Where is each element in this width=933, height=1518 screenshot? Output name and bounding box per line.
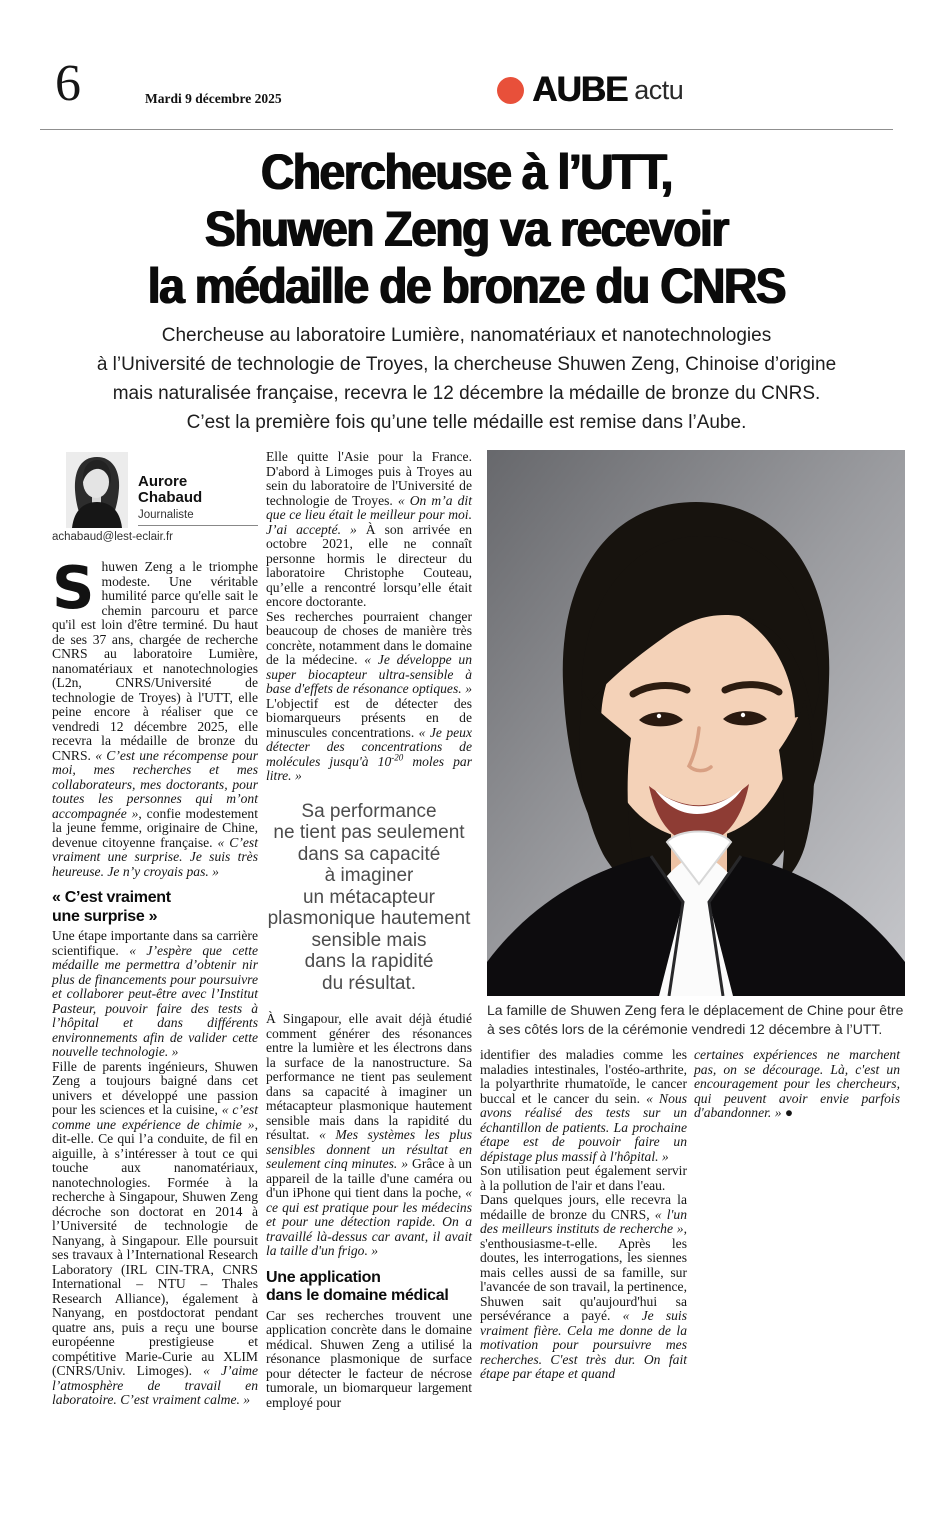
column-1-text [52,553,259,1408]
brand-name: AUBE [532,70,628,109]
header-divider [40,129,893,130]
article-column-3 [480,1048,687,1382]
drop-cap: S [52,553,95,622]
section-subhead: Une application dans le domaine médical [266,1268,449,1304]
page-date: Mardi 9 décembre 2025 [145,91,282,106]
article-column-2 [266,450,472,1410]
article-paragraph: Fille de parents ingénieurs, Shuwen Zeng a toujours baigné dans cet univers et développé une passion pour les sciences et la cuisine, « c’est comme une expérience de chimie », dit-elle. Ce qui l’a conduite, de fil en aiguille, à s’intéresser à tout ce qui touche aux nanomatériaux, nanotechnologies. Formée à la recherche à Singapour, Shuwen Zeng décroche son doctorat en 2014 à l’Université de technologie de Nanyang, à Singapour. Elle poursuit ses travaux à l’International Research Laboratory (IRL CIN-TRA, CNRS International – NTU – Thales Research Alliance), également à Nanyang, en postdoctorat pendant quatre ans, puis a reçu une bourse européenne prestigieuse et compétitive Marie-Curie au XLIM (CNRS/Univ. Limoges). « J’aime l’atmosphère de travail en laboratoire. C’est vraiment calme. » [52,1058,259,1407]
article-paragraph: identifier des maladies comme les maladies intestinales, l'ostéo-arthrite, la polyarthrite rhumatoïde, le cancer buccal et le cancer du sein. « Nous avons réalisé des tests sur un échantillon de patients. La prochaine étape est de pouvoir faire un dépistage plus massif à l'hôpital. » [480,1047,687,1164]
article-paragraph: Car ses recherches trouvent une application concrète dans le domaine médical. Shuwen Zeng a utilisé la résonance plasmonique de surface pour détecter le facteur de nécrose tumorale, un biomarqueur largement employé pour [266,1307,472,1410]
byline [52,450,258,560]
section-subhead: « C’est vraiment une surprise » [52,889,171,925]
article-paragraph: Elle quitte l'Asie pour la France. D'abord à Limoges puis à Troyes au sein du laboratoire de l'Université de technologie de Troyes. « On m’a dit que ce lieu était le meilleur pour moi. J’ai accepté. » À son arrivée en octobre 2021, elle ne connaît personne hormis le directeur du laboratoire Christophe Couteau, qu’elle a rencontré lorsqu’elle était encore doctorante. [266,449,472,609]
article-headline: Chercheuse à l’UTT, Shuwen Zeng va recevoir la médaille de bronze du CNRS [147,144,786,314]
brand-dot-icon [497,77,524,104]
brand-suffix: actu [634,74,684,105]
article-paragraph: certaines expériences ne marchent pas, on se décourage. Là, c'est un encouragement pour les chercheurs, qui peuvent avoir envie parfois d'abandonner. » ● [694,1047,900,1120]
journalist-role: Journaliste [138,508,258,526]
portrait-photo [487,450,905,996]
article-paragraph: Shuwen Zeng a le triomphe modeste. Une véritable humilité parce qu'elle sait le chemin parcouru et parce qu'il est loin d'être terminé. Du haut de ses 37 ans, chargée de recherche CNRS au laboratoire Lumière, nanomatériaux et nanotechnologies (L2n, CNRS/Université de technologie de Troyes) à l'UTT, elle peine encore à réaliser que ce vendredi 12 décembre 2025, elle recevra la médaille de bronze du CNRS. « C’est une récompense pour moi, mes recherches et mes collaborateurs, mes doctorants, pour toutes les personnes qui m’ont accompagnée », confie modestement la jeune femme, originaire de Chine, devenue citoyenne française. « C’est vraiment une surprise. Je suis très heureuse. Je n’y croyais pas. » [52,553,259,879]
pull-quote: Sa performance ne tient pas seulement dans sa capacité à imaginer un métacapteur plasmonique hautement sensible mais dans la rapidité du résultat. [267,800,471,994]
article-paragraph: Ses recherches pourraient changer beaucoup de choses de manière très concrète, notamment dans le domaine de la médecine. « Je développe un super biocapteur ultra-sensible à base d'effets de résonance optiques. » L'objectif est de détecter des biomarqueurs présents en de minuscules concentrations. « Je peux détecter des concentrations de molécules jusqu'à $10^{-20}$ moles par litre. » [266,608,472,783]
article-paragraph: Une étape importante dans sa carrière scientifique. « J’espère que cette médaille me permettra d’obtenir nir plus de financements pour poursuivre et collaborer peut-être avec l’Institut Pasteur, pouvoir faire des tests à l’hôpital et dans différents environnements afin de valider cette nouvelle technologie. » [52,928,259,1059]
photo-caption: La famille de Shuwen Zeng fera le déplacement de Chine pour être à ses côtés lors de la cérémonie vendredi 12 décembre à l’UTT. [487,1002,904,1037]
article-column-1 [52,450,258,1408]
journalist-name: Aurore Chabaud [138,473,203,506]
article-lead: Chercheuse au laboratoire Lumière, nanomatériaux et nanotechnologies à l’Université de technologie de Troyes, la chercheuse Shuwen Zeng, Chinoise d’origine mais naturalisée française, recevra le 12 décembre la médaille de bronze du CNRS. C’est la première fois qu’une telle médaille est remise dans l’Aube. [96,325,837,433]
journalist-email[interactable]: achabaud@lest-eclair.fr [52,531,173,543]
section-brand [497,70,683,110]
journalist-avatar [66,452,128,528]
article-paragraph: Dans quelques jours, elle recevra la médaille de bronze du CNRS, « l'un des meilleurs instituts de recherche », s'enthousiasme-t-elle. Après les doutes, les interrogations, les siennes mais celles aussi de sa famille, sur l'avancée de son travail, la pertinence, Shuwen sait qu'aujourd'hui sa persévérance a payé. « Je suis vraiment fière. Cela me donne de la motivation pour poursuivre mes recherches. C'est très dur. On fait étape par étape et quand [480,1192,687,1381]
page-number: 6 [55,55,81,112]
article-paragraph: Son utilisation peut également servir à la pollution de l'air et dans l'eau. [480,1163,687,1193]
article-column-4 [694,1048,900,1121]
article-paragraph: À Singapour, elle avait déjà étudié comment générer des résonances entre la lumière et les électrons dans la surface de la nanostructure. Sa performance ne tient pas seulement dans sa capacité à imaginer un métacapteur plasmonique hautement sensible mais dans la rapidité du résultat. « Mes systèmes les plus sensibles donnent un résultat en seulement cinq minutes. » Grâce à un appareil de la taille d'une caméra ou d'un iPhone qui tient dans la poche, « ce qui est pratique pour les médecins et pour une détection rapide. On a travaillé là-dessus car avant, il avait la taille d'un frigo. » [266,1011,472,1258]
